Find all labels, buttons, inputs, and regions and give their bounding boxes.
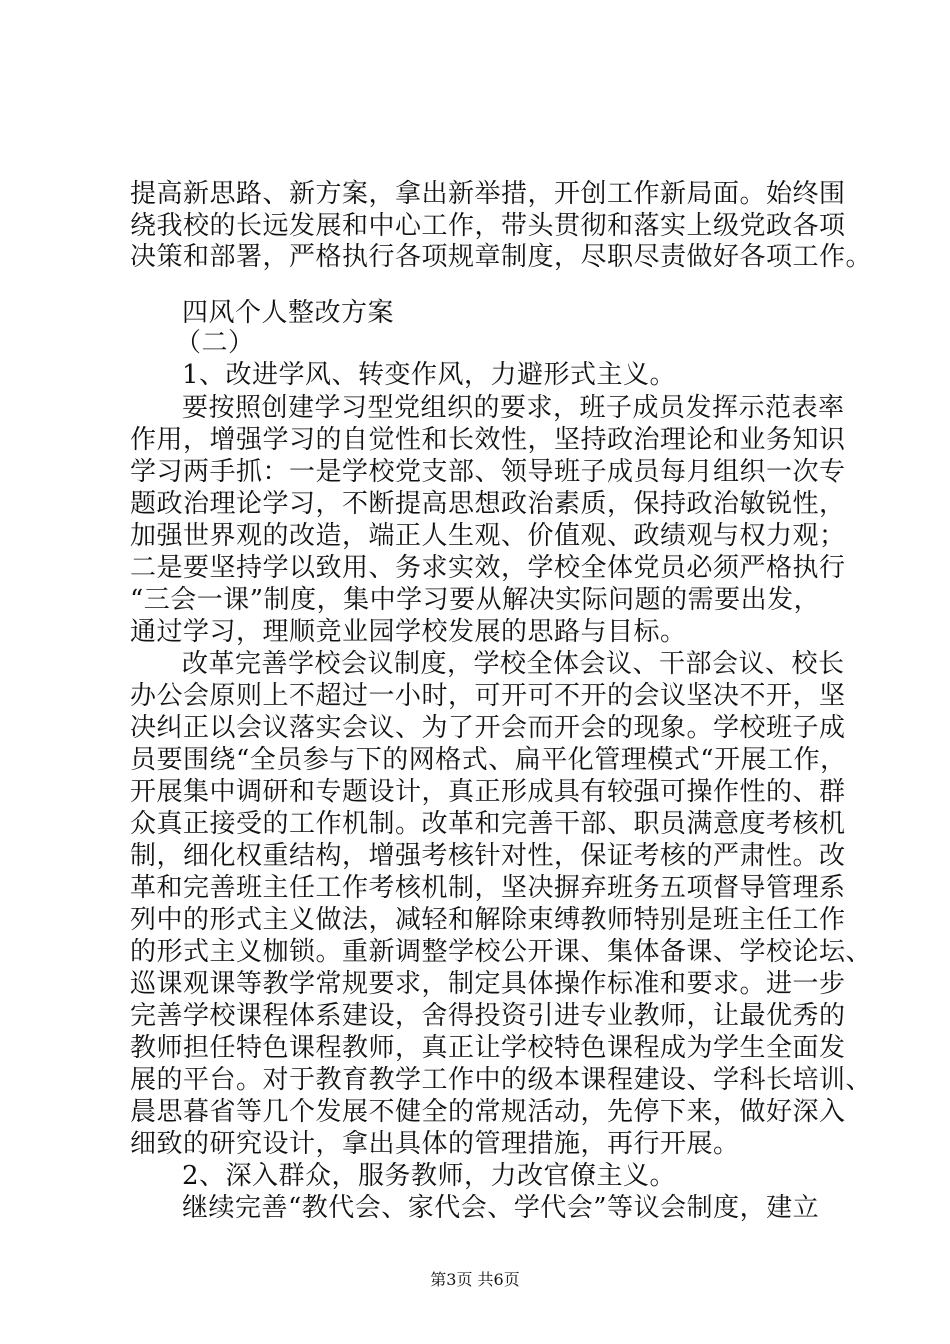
body-text-line: 决策和部署，严格执行各项规章制度，尽职尽责做好各项工作。 [130, 242, 873, 272]
body-text-line: 提高新思路、新方案，拿出新举措，开创工作新局面。始终围 [130, 179, 846, 209]
body-text-line: 办公会原则上不超过一小时，可开可不开的会议坚决不开，坚 [130, 681, 846, 711]
body-text-line: 制，细化权重结构，增强考核针对性，保证考核的严肃性。改 [130, 841, 846, 871]
paragraph-start-line: 要按照创建学习型党组织的要求，班子成员发挥示范表率 [182, 393, 845, 423]
section-heading: 四风个人整改方案 [182, 298, 395, 328]
paragraph-start-line: 继续完善“教代会、家代会、学代会”等议会制度，建立 [182, 1193, 820, 1223]
numbered-heading: 1、改进学风、转变作风，力避形式主义。 [182, 360, 677, 390]
body-text-line: 绕我校的长远发展和中心工作，带头贯彻和落实上级党政各项 [130, 211, 846, 241]
body-text-line: “三会一课”制度，集中学习要从解决实际问题的需要出发， [130, 585, 821, 615]
body-text-line: 完善学校课程体系建设，舍得投资引进专业教师，让最优秀的 [130, 1001, 846, 1031]
body-text-line: 晨思暮省等几个发展不健全的常规活动，先停下来，做好深入 [130, 1097, 846, 1127]
body-text-line: 决纠正以会议落实会议、为了开会而开会的现象。学校班子成 [130, 713, 846, 743]
section-subheading: （二） [175, 328, 255, 358]
body-text-line: 加强世界观的改造，端正人生观、价值观、政绩观与权力观； [130, 521, 846, 551]
body-text-line: 二是要坚持学以致用、务求实效，学校全体党员必须严格执行 [130, 553, 846, 583]
body-text-line: 员要围绕“全员参与下的网格式、扁平化管理模式“开展工作， [130, 745, 847, 775]
body-text-line: 巡课观课等教学常规要求，制定具体操作标准和要求。进一步 [130, 969, 846, 999]
body-text-line: 开展集中调研和专题设计，真正形成具有较强可操作性的、群 [130, 777, 846, 807]
body-text-line: 众真正接受的工作机制。改革和完善干部、职员满意度考核机 [130, 809, 846, 839]
body-text-line: 的形式主义枷锁。重新调整学校公开课、集体备课、学校论坛、 [130, 937, 873, 967]
body-text-line: 革和完善班主任工作考核机制，坚决摒弃班务五项督导管理系 [130, 873, 846, 903]
body-text-line: 细致的研究设计，拿出具体的管理措施，再行开展。 [130, 1129, 740, 1159]
page-footer: 第3页 共6页 [430, 1270, 520, 1289]
body-text-line: 作用，增强学习的自觉性和长效性，坚持政治理论和业务知识 [130, 425, 846, 455]
body-text-line: 通过学习，理顺竞业园学校发展的思路与目标。 [130, 617, 687, 647]
body-text-line: 题政治理论学习，不断提高思想政治素质，保持政治敏锐性， [130, 489, 846, 519]
body-text-line: 列中的形式主义做法，减轻和解除束缚教师特别是班主任工作 [130, 905, 846, 935]
body-text-line: 展的平台。对于教育教学工作中的级本课程建设、学科长培训、 [130, 1065, 873, 1095]
numbered-heading: 2、深入群众，服务教师，力改官僚主义。 [182, 1161, 677, 1191]
body-text-line: 学习两手抓：一是学校党支部、领导班子成员每月组织一次专 [130, 457, 846, 487]
paragraph-start-line: 改革完善学校会议制度，学校全体会议、干部会议、校长 [182, 649, 845, 679]
body-text-line: 教师担任特色课程教师，真正让学校特色课程成为学生全面发 [130, 1033, 846, 1063]
